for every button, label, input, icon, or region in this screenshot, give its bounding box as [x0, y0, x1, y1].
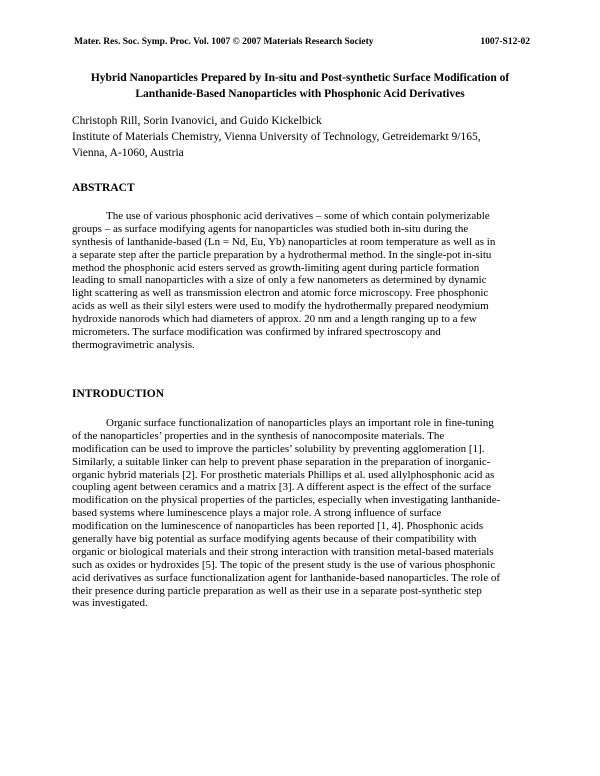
abstract-line: synthesis of lanthanide-based (Ln = Nd, Eu, Yb) nanoparticles at room temperature as well as in	[72, 235, 496, 248]
introduction-line: generally have big potential as surface modifying agents because of their compatibility with	[72, 533, 477, 546]
abstract-line: thermogravimetric analysis.	[72, 338, 195, 351]
introduction-line: organic hybrid materials [2]. For prosthetic materials Phillips et al. used allylphosphonic acid as	[72, 468, 495, 481]
introduction-line: modification on the luminescence of nanoparticles has been reported [1, 4]. Phosphonic acids	[72, 520, 484, 533]
introduction-line: was investigated.	[72, 597, 148, 610]
paper-title	[60, 70, 540, 102]
affiliation-line-2: Vienna, A-1060, Austria	[72, 146, 184, 159]
title-line-1: Hybrid Nanoparticles Prepared by In-situ and Post-synthetic Surface Modification of	[90, 72, 510, 84]
introduction-body	[72, 417, 534, 610]
running-header	[74, 37, 530, 51]
introduction-line: based systems where luminescence plays a major role. A strong influence of surface	[72, 507, 442, 520]
introduction-line: modification on the physical properties of the particles, especially when investigating lanthanide-	[72, 494, 501, 507]
abstract-line: light scattering as well as transmission electron and atomic force microscopy. Free phosphonic	[72, 287, 489, 300]
author-list: Christoph Rill, Sorin Ivanovici, and Guido Kickelbick	[72, 115, 322, 127]
abstract-body	[72, 210, 534, 352]
abstract-line: The use of various phosphonic acid derivatives – some of which contain polymerizable	[106, 210, 490, 222]
journal-citation: Mater. Res. Soc. Symp. Proc. Vol. 1007 © 2007 Materials Research Society	[74, 37, 374, 47]
affiliation-line-1: Institute of Materials Chemistry, Vienna University of Technology, Getreidemarkt 9/165,	[72, 131, 481, 143]
introduction-line: coupling agent between ceramics and a matrix [3]. A different aspect is the effect of the surface	[72, 481, 491, 494]
introduction-line: organic or biological materials and their strong interaction with transition metal-based materials	[72, 545, 494, 558]
abstract-line: method the phosphonic acid esters served as growth-limiting agent during particle formation	[72, 261, 480, 274]
abstract-line: a separate step after the particle preparation by a hydrothermal method. In the single-pot in-situ	[72, 248, 492, 261]
abstract-line: micrometers. The surface modification was confirmed by infrared spectroscopy and	[72, 326, 441, 339]
introduction-line: modification can be used to improve the particles’ solubility by preventing agglomeration [1].	[72, 442, 485, 455]
introduction-line: Similarly, a suitable linker can help to prevent phase separation in the preparation of inorganic-	[72, 455, 491, 468]
abstract-line: leading to small nanoparticles with a size of only a few nanometers as determined by dynamic	[72, 274, 487, 287]
introduction-line: their presence during particle preparation as well as their use in a separate post-synthetic step	[72, 584, 482, 597]
abstract-line: acids as well as their silyl esters were used to modify the hydrothermally prepared neodymium	[72, 300, 489, 313]
introduction-line: such as oxides or hydroxides [5]. The topic of the present study is the use of various phosphonic	[72, 558, 496, 571]
abstract-heading: ABSTRACT	[72, 182, 135, 194]
title-line-2: Lanthanide-Based Nanoparticles with Phosphonic Acid Derivatives	[135, 88, 465, 100]
abstract-line: hydroxide nanorods which had diameters of approx. 20 nm and a length ranging up to a few	[72, 313, 477, 326]
affiliation	[72, 130, 532, 161]
abstract-line: groups – as surface modifying agents for nanoparticles was studied both in-situ during the	[72, 222, 469, 235]
introduction-line: of the nanoparticles’ properties and in the synthesis of nanocomposite materials. The	[72, 429, 445, 442]
introduction-line: acid derivatives as surface functionalization agent for lanthanide-based nanoparticles. The role of	[72, 571, 501, 584]
paper-id: 1007-S12-02	[480, 37, 530, 47]
introduction-heading: INTRODUCTION	[72, 388, 165, 400]
introduction-line: Organic surface functionalization of nanoparticles plays an important role in fine-tuning	[106, 417, 494, 429]
